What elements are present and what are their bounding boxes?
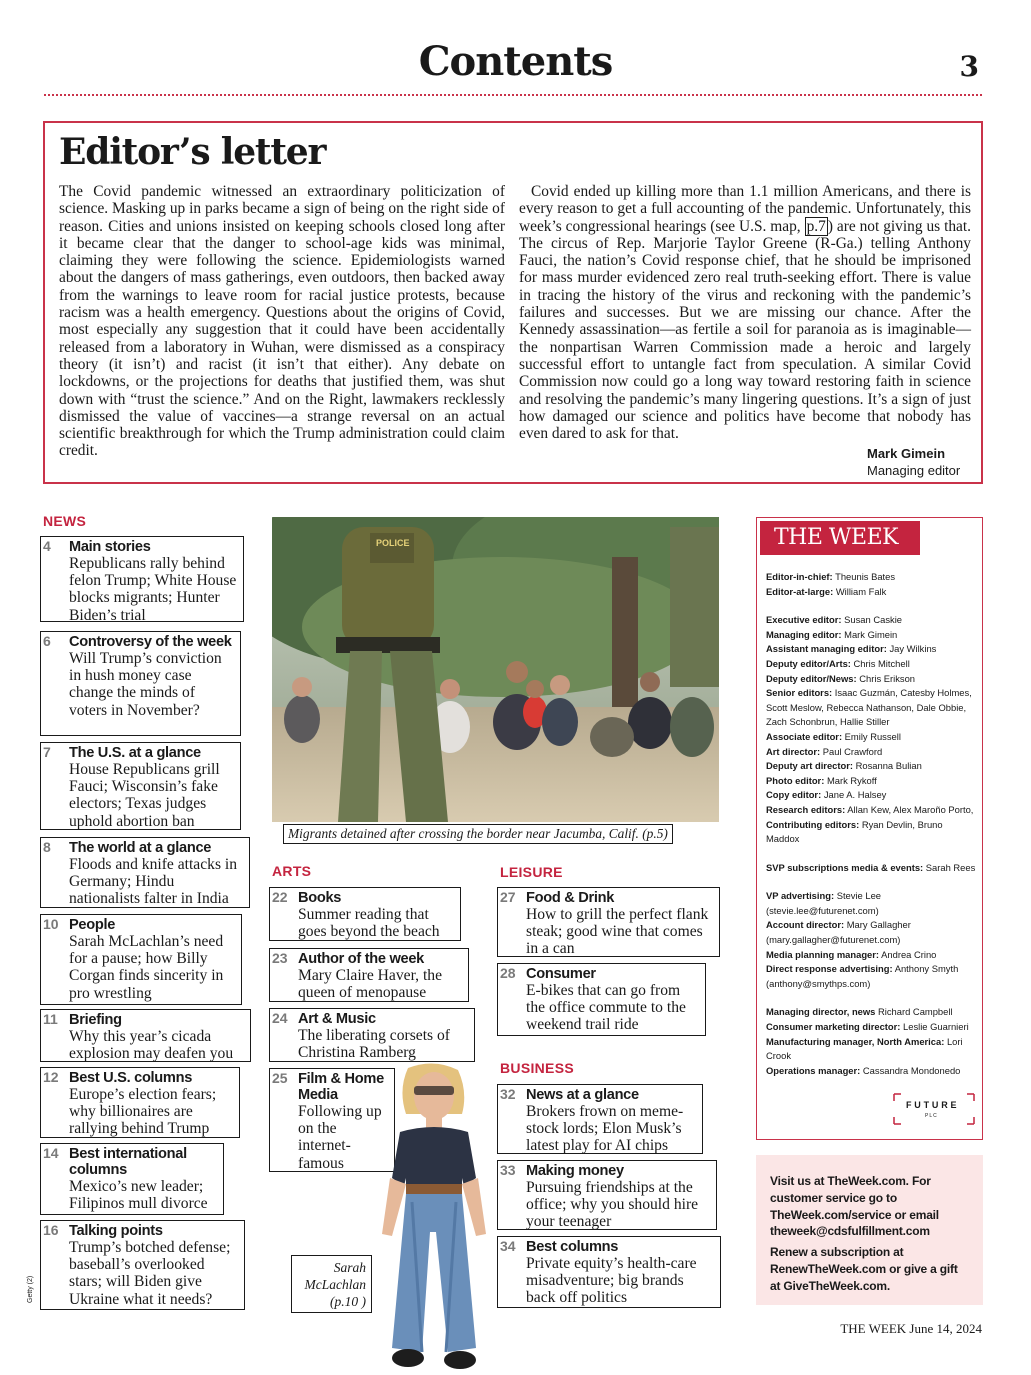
masthead-person: Chris Erikson bbox=[859, 672, 915, 684]
toc-entry-desc: Private equity’s health-care misadventure; big brands back off politics bbox=[526, 1255, 697, 1307]
masthead-credit bbox=[766, 788, 978, 803]
toc-entry-art-and-music[interactable] bbox=[269, 1008, 475, 1062]
masthead-person: Chris Mitchell bbox=[853, 657, 910, 669]
toc-page-number: 23 bbox=[272, 950, 288, 966]
toc-entry-desc: Mary Claire Haver, the queen of menopause bbox=[298, 967, 442, 1002]
masthead-role: Assistant managing editor: bbox=[766, 643, 887, 655]
masthead-person: Jay Wilkins bbox=[889, 643, 937, 655]
masthead-role: Account director: bbox=[766, 919, 845, 931]
toc-entry-desc: Trump’s botched defense; baseball’s overlooked stars; will Biden give Ukraine what it needs? bbox=[69, 1239, 231, 1308]
masthead-person: Paul Crawford bbox=[822, 745, 883, 757]
masthead-credit bbox=[766, 948, 978, 963]
masthead-person: Mary Gallagher (mary.gallagher@futurenet.com) bbox=[766, 919, 911, 946]
page-reference-link[interactable]: p.7 bbox=[806, 217, 826, 235]
toc-entry-desc: The liberating corsets of Christina Ramberg bbox=[298, 1027, 450, 1062]
masthead-credit bbox=[766, 585, 978, 600]
masthead-person: Rosanna Bulian bbox=[855, 760, 922, 772]
masthead-role: Research editors: bbox=[766, 803, 846, 815]
toc-entry-desc: House Republicans grill Fauci; Wisconsin’s fake electors; Texas judges uphold abortion ban bbox=[69, 761, 220, 830]
masthead-role: Contributing editors: bbox=[766, 818, 860, 830]
masthead-credit bbox=[766, 759, 978, 774]
toc-entry-desc: Europe’s election fears; why billionaires are rallying behind Trump bbox=[69, 1086, 217, 1138]
masthead-credit bbox=[766, 657, 978, 672]
masthead-role: Deputy art director: bbox=[766, 760, 853, 772]
toc-entry-desc: Mexico’s new leader; Filipinos mull divorce bbox=[69, 1178, 208, 1213]
masthead-role: SVP subscriptions media & events: bbox=[766, 861, 924, 873]
masthead-person: Mark Gimein bbox=[844, 628, 898, 640]
future-logo-subtext: PLC bbox=[925, 1113, 938, 1119]
toc-page-number: 6 bbox=[43, 633, 51, 649]
future-logo-text: FUTURE bbox=[906, 1100, 960, 1110]
toc-entry-consumer[interactable] bbox=[497, 963, 706, 1036]
toc-entry-people[interactable] bbox=[40, 914, 242, 1005]
masthead-group-gap bbox=[766, 991, 978, 1005]
toc-entry-desc: How to grill the perfect flank steak; good wine that comes in a can bbox=[526, 906, 709, 958]
masthead-group-gap bbox=[766, 847, 978, 861]
masthead-role: Senior editors: bbox=[766, 687, 833, 699]
toc-entry-world-at-a-glance[interactable] bbox=[40, 837, 250, 908]
toc-entry-head: Briefing bbox=[69, 1012, 122, 1028]
the-week-logo: THE WEEK bbox=[760, 521, 920, 555]
toc-entry-desc: Will Trump’s conviction in hush money case change the minds of voters in November? bbox=[69, 650, 222, 719]
masthead-role: Managing director, news bbox=[766, 1006, 876, 1018]
masthead-group-gap bbox=[766, 599, 978, 613]
masthead-credit bbox=[766, 730, 978, 745]
masthead-role: Art director: bbox=[766, 745, 821, 757]
section-head-business: BUSINESS bbox=[500, 1060, 574, 1076]
toc-page-number: 24 bbox=[272, 1010, 288, 1026]
toc-entry-best-columns[interactable] bbox=[497, 1236, 721, 1308]
photo-caption: Migrants detained after crossing the border near Jacumba, Calif. (p.5) bbox=[283, 824, 673, 844]
toc-entry-books[interactable] bbox=[269, 887, 461, 941]
masthead-person: Mark Rykoff bbox=[826, 774, 877, 786]
toc-entry-desc: E-bikes that can go from the office commute to the weekend trail ride bbox=[526, 982, 686, 1034]
masthead-role: Editor-at-large: bbox=[766, 585, 834, 597]
footer-issue-date: THE WEEK June 14, 2024 bbox=[840, 1321, 982, 1336]
masthead-role: Media planning manager: bbox=[766, 948, 880, 960]
masthead-role: Executive editor: bbox=[766, 614, 842, 626]
editors-letter-right-column bbox=[519, 183, 971, 442]
page-title: Contents bbox=[418, 38, 613, 85]
page-number: 3 bbox=[959, 50, 979, 83]
masthead-person: Theunis Bates bbox=[835, 571, 896, 582]
masthead-staff-list bbox=[766, 570, 978, 1078]
editors-letter-box bbox=[43, 121, 983, 484]
toc-entry-head: Art & Music bbox=[298, 1011, 376, 1027]
masthead-person: William Falk bbox=[835, 585, 887, 597]
masthead-person: Lori Crook bbox=[766, 1035, 963, 1062]
masthead-credit bbox=[766, 642, 978, 657]
toc-page-number: 28 bbox=[500, 965, 516, 981]
masthead-role: Deputy editor/News: bbox=[766, 672, 857, 684]
masthead-box bbox=[756, 517, 983, 1140]
signature-name: Mark Gimein bbox=[867, 446, 946, 461]
toc-entry-head: Best international columns bbox=[69, 1146, 187, 1178]
masthead-credit bbox=[766, 1020, 978, 1035]
masthead-credit bbox=[766, 570, 978, 585]
visit-us-box bbox=[756, 1155, 983, 1305]
masthead-role: Operations manager: bbox=[766, 1064, 861, 1076]
masthead-credit bbox=[766, 1064, 978, 1079]
toc-entry-head: Best U.S. columns bbox=[69, 1070, 193, 1086]
toc-page-number: 16 bbox=[43, 1222, 59, 1238]
toc-entry-desc: Why this year’s cicada explosion may deafen you bbox=[69, 1028, 234, 1063]
photo-credit: Getty (2) bbox=[27, 1275, 34, 1303]
toc-page-number: 22 bbox=[272, 889, 288, 905]
toc-page-number: 4 bbox=[43, 538, 51, 554]
editors-letter-title: Editor’s letter bbox=[59, 131, 326, 173]
masthead-credit bbox=[766, 774, 978, 789]
toc-entry-best-international-columns[interactable] bbox=[40, 1143, 224, 1215]
photo-illustration bbox=[272, 517, 719, 822]
masthead-person: Richard Campbell bbox=[878, 1006, 953, 1018]
toc-page-number: 7 bbox=[43, 744, 51, 760]
masthead-person: Ryan Devlin, Bruno Maddox bbox=[766, 818, 943, 845]
masthead-credit bbox=[766, 745, 978, 760]
toc-entry-desc: Floods and knife attacks in Germany; Hindu nationalists falter in India bbox=[69, 856, 238, 908]
masthead-role: Consumer marketing director: bbox=[766, 1021, 901, 1033]
toc-entry-author-of-the-week[interactable] bbox=[269, 948, 469, 1002]
toc-entry-head: Making money bbox=[526, 1163, 624, 1179]
toc-entry-desc: Pursuing friendships at the office; why you should hire your teenager bbox=[526, 1179, 699, 1231]
editors-letter-signature bbox=[867, 445, 960, 479]
masthead-group-gap bbox=[766, 875, 978, 889]
toc-entry-head: Main stories bbox=[69, 539, 151, 555]
toc-entry-head: People bbox=[69, 917, 116, 933]
editors-letter-left-column bbox=[59, 183, 505, 460]
header-rule bbox=[44, 94, 982, 96]
masthead-role: Editor-in-chief: bbox=[766, 571, 833, 582]
masthead-credit bbox=[766, 962, 978, 991]
toc-entry-food-and-drink[interactable] bbox=[497, 887, 720, 957]
masthead-role: Direct response advertising: bbox=[766, 963, 893, 975]
toc-entry-head: Controversy of the week bbox=[69, 634, 232, 650]
signature-title: Managing editor bbox=[867, 463, 961, 478]
toc-entry-desc: Following up on the internet-famous bbox=[298, 1103, 382, 1172]
masthead-person: Cassandra Mondonedo bbox=[862, 1064, 961, 1076]
masthead-person: Jane A. Halsey bbox=[823, 789, 887, 801]
masthead-credit bbox=[766, 1005, 978, 1020]
editors-letter-paragraph: Covid ended up killing more than 1.1 million Americans, and there is every reason to get a full accounting of the pandemic. Unfortunately, this week’s congressional hearings (see U.S. map, p.7 ) are not giving us that. The circus of Rep. Marjorie Taylor Greene (R-Ga.) telling Anthony Fauci, the nation’s Covid response chief, that he should be imprisoned for mass murder evidenced zero real truth-seeking effort. There is value in tracing the history of the virus and reckoning with the pandemic’s failures and successes. But we are missing our chance. After the Kennedy assassination—as fertile a soil for paranoia as is imaginable—the nonpartisan Warren Commission made a heroic and largely successful effort to untangle fact from speculation. A similar Covid Commission now could go a long way toward restoring faith in science and resolving the pandemic’s many lingering questions. It’s a sign of just how damaged our science and politics have become that nobody has even dared to ask for that. bbox=[519, 183, 971, 443]
sarah-mclachlan-caption: Sarah McLachlan (p.10 ) bbox=[291, 1255, 372, 1313]
masthead-person: Isaac Guzmán, Catesby Holmes, Scott Meslow, Rebecca Nathanson, Dale Obbie, Zach Schonbrun, Hallie Stiller bbox=[766, 687, 972, 728]
masthead-credit bbox=[766, 672, 978, 687]
future-plc-logo bbox=[892, 1092, 976, 1126]
toc-entry-main-stories[interactable] bbox=[40, 536, 244, 622]
toc-entry-talking-points[interactable] bbox=[40, 1220, 245, 1310]
masthead-role: VP advertising: bbox=[766, 890, 835, 902]
masthead-person: Stevie Lee (stevie.lee@futurenet.com) bbox=[766, 890, 882, 916]
masthead-role: Copy editor: bbox=[766, 789, 822, 801]
toc-entry-making-money[interactable] bbox=[497, 1160, 717, 1230]
masthead-person: Sarah Rees bbox=[925, 861, 976, 873]
editors-letter-paragraph: The Covid pandemic witnessed an extraordinary politicization of science. Masking up in parks became a sign of being on the right side of reason. Cities and unions insisted on keeping schools closed long after it became clear that the danger to school-age kids was minimal, claiming they were following the science. Epidemiologists warned about the dangers of mass gatherings, even outdoors, then backed away from the warnings to leave room for racial justice protests, because racism was a health emergency. Questions about the origins of Covid, most especially any suggestion that it could have been accidentally released from a laboratory in Wuhan, were dismissed as a conspiracy theory (it isn’t) and racist (it isn’t that either). Any debate on lockdowns, or the projections for deaths that justified them, was shut down with “trust the science.” And on the Right, lawmakers recklessly dismissed the value of vaccines—a strange reversal on an actual scientific breakthrough for which the Trump administration could claim credit. bbox=[59, 183, 505, 460]
toc-entry-desc: Sarah McLachlan’s need for a pause; how Billy Corgan finds sincerity in pro wrestling bbox=[69, 933, 224, 1002]
toc-entry-briefing[interactable] bbox=[40, 1009, 251, 1062]
toc-page-number: 32 bbox=[500, 1086, 516, 1102]
toc-entry-desc: Summer reading that goes beyond the beach bbox=[298, 906, 440, 941]
toc-entry-head: Best columns bbox=[526, 1239, 619, 1255]
toc-entry-news-at-a-glance[interactable] bbox=[497, 1084, 703, 1154]
vest-text: POLICE bbox=[376, 538, 410, 548]
toc-page-number: 25 bbox=[272, 1070, 288, 1086]
masthead-person: Susan Caskie bbox=[844, 614, 902, 626]
sarah-mclachlan-photo bbox=[364, 1062, 504, 1375]
toc-page-number: 27 bbox=[500, 889, 516, 905]
toc-page-number: 8 bbox=[43, 839, 51, 855]
toc-entry-head: Food & Drink bbox=[526, 890, 615, 906]
masthead-role: Manufacturing manager, North America: bbox=[766, 1035, 945, 1047]
toc-page-number: 33 bbox=[500, 1162, 516, 1178]
toc-page-number: 34 bbox=[500, 1238, 516, 1254]
masthead-credit bbox=[766, 613, 978, 628]
customer-service-text: Visit us at TheWeek.com. For customer service go to TheWeek.com/service or email theweek@cdsfulfillment.com bbox=[770, 1174, 939, 1239]
toc-entry-best-us-columns[interactable] bbox=[40, 1067, 240, 1138]
toc-entry-head: Author of the week bbox=[298, 951, 424, 967]
masthead-credit bbox=[766, 918, 978, 947]
masthead-person: Emily Russell bbox=[844, 730, 901, 742]
toc-entry-head: Consumer bbox=[526, 966, 596, 982]
masthead-credit bbox=[766, 889, 978, 918]
toc-entry-desc: Brokers frown on meme-stock lords; Elon Musk’s latest play for AI chips bbox=[526, 1103, 684, 1155]
masthead-credit bbox=[766, 861, 978, 876]
section-head-arts: ARTS bbox=[272, 863, 312, 879]
masthead-person: Andrea Crino bbox=[881, 948, 937, 960]
masthead-role: Photo editor: bbox=[766, 774, 825, 786]
toc-entry-head: The U.S. at a glance bbox=[69, 745, 201, 761]
toc-page-number: 14 bbox=[43, 1145, 59, 1161]
masthead-role: Deputy editor/Arts: bbox=[766, 657, 851, 669]
toc-page-number: 11 bbox=[43, 1011, 58, 1027]
toc-entry-head: Books bbox=[298, 890, 342, 906]
section-head-leisure: LEISURE bbox=[500, 864, 563, 880]
toc-page-number: 10 bbox=[43, 916, 59, 932]
masthead-credit bbox=[766, 803, 978, 818]
masthead-person: Leslie Guarnieri bbox=[903, 1021, 969, 1033]
masthead-credit bbox=[766, 628, 978, 643]
toc-entry-desc: Republicans rally behind felon Trump; White House blocks migrants; Hunter Biden’s trial bbox=[69, 555, 237, 624]
toc-entry-head: Film & Home Media bbox=[298, 1071, 384, 1103]
masthead-credit bbox=[766, 1035, 978, 1064]
masthead-person: Allan Kew, Alex Maroño Porto, bbox=[847, 803, 974, 815]
masthead-credit bbox=[766, 686, 978, 730]
toc-page-number: 12 bbox=[43, 1069, 59, 1085]
toc-entry-controversy[interactable] bbox=[40, 631, 241, 736]
masthead-role: Managing editor: bbox=[766, 628, 842, 640]
masthead-person: Anthony Smyth (anthony@smythps.com) bbox=[766, 963, 959, 989]
masthead-role: Associate editor: bbox=[766, 730, 843, 742]
toc-entry-head: Talking points bbox=[69, 1223, 163, 1239]
masthead-credit bbox=[766, 818, 978, 847]
section-head-news: NEWS bbox=[43, 513, 87, 529]
toc-entry-us-at-a-glance[interactable] bbox=[40, 742, 241, 830]
toc-entry-head: The world at a glance bbox=[69, 840, 212, 856]
border-migrants-photo bbox=[272, 517, 719, 822]
toc-entry-head: News at a glance bbox=[526, 1087, 639, 1103]
renew-subscription-text: Renew a subscription at RenewTheWeek.com or give a gift at GiveTheWeek.com. bbox=[770, 1245, 958, 1293]
